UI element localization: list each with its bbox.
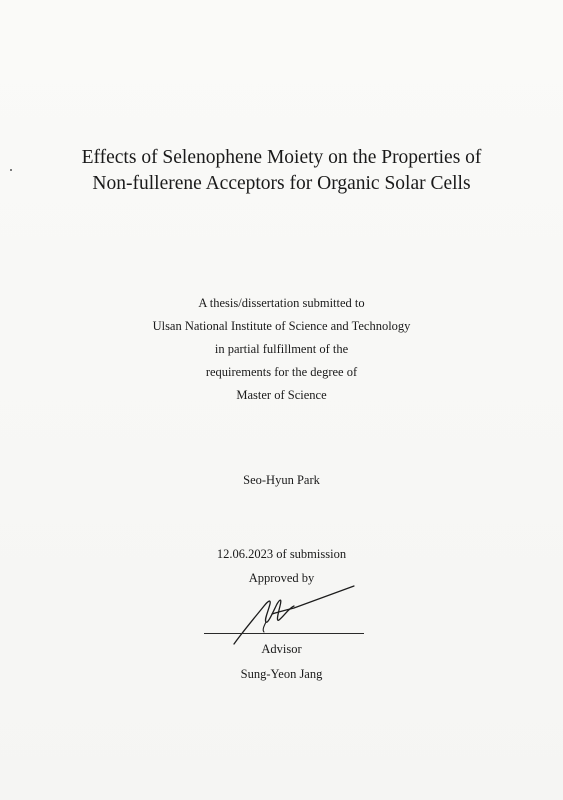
statement-line-5: Master of Science <box>236 388 327 402</box>
statement-line-2: Ulsan National Institute of Science and Technology <box>152 319 411 333</box>
advisor-label: Advisor <box>261 642 302 656</box>
signature-line <box>204 633 364 634</box>
statement-line-1: A thesis/dissertation submitted to <box>198 296 365 310</box>
author-name: Seo-Hyun Park <box>243 473 320 487</box>
statement-line-3: in partial fulfillment of the <box>214 342 349 356</box>
advisor-name: Sung-Yeon Jang <box>240 667 323 681</box>
title-line-1: Effects of Selenophene Moiety on the Properties of <box>81 147 482 168</box>
approved-by-label: Approved by <box>248 571 315 585</box>
title-line-2: Non-fullerene Acceptors for Organic Solar Cells <box>92 173 471 194</box>
statement-line-4: requirements for the degree of <box>205 365 358 379</box>
submission-date: 12.06.2023 of submission <box>216 547 347 561</box>
